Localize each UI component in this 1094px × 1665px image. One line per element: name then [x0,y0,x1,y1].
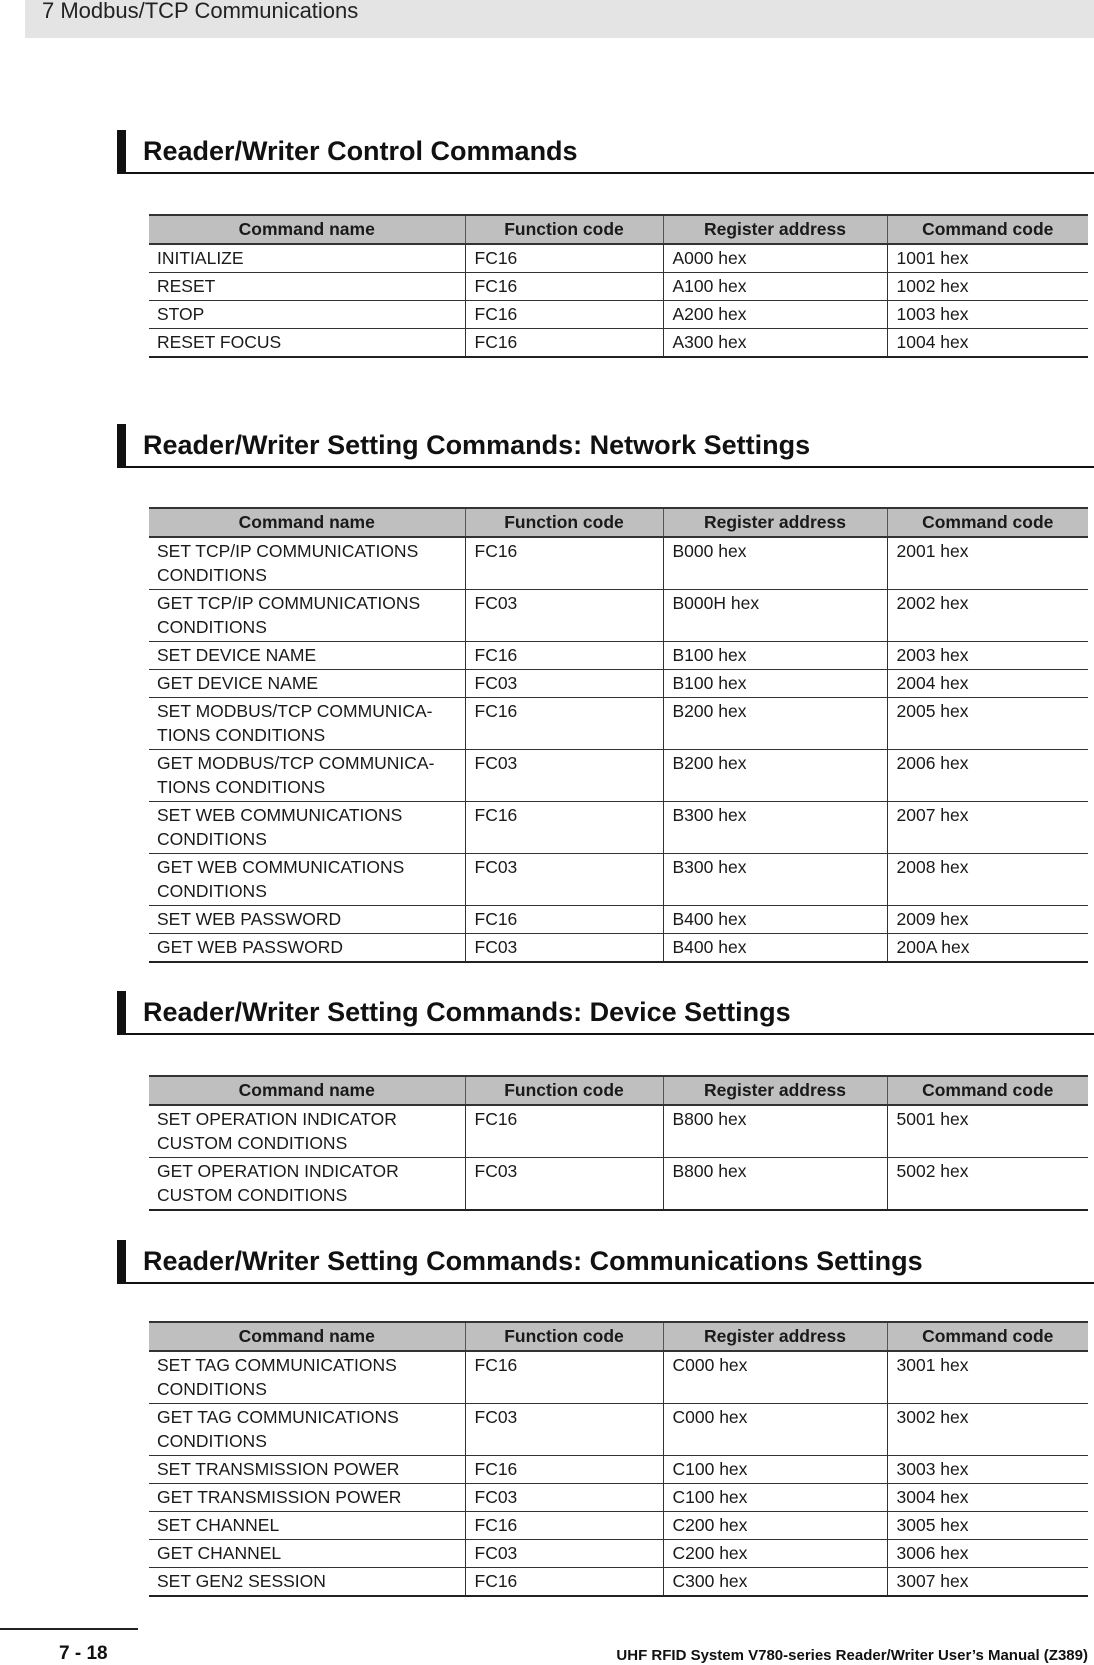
function-code-cell: FC16 [465,1105,663,1158]
table-row [149,1351,1088,1404]
command-code-cell: 5002 hex [887,1158,1088,1211]
table-header-row [149,508,1088,537]
table-row [149,244,1088,273]
register-address-cell: B800 hex [663,1158,887,1211]
table-row [149,1512,1088,1540]
section-heading-communications-settings [117,1240,1094,1284]
column-header-command-code: Command code [887,215,1088,244]
function-code-cell: FC03 [465,590,663,642]
command-name-cell: GET TRANSMISSION POWER [149,1484,465,1512]
table-header-row [149,215,1088,244]
function-code-cell: FC16 [465,802,663,854]
command-name-cell: SET MODBUS/TCP COMMUNICA-TIONS CONDITIONS [149,698,465,750]
column-header-command-code: Command code [887,1322,1088,1351]
column-header-register-address: Register address [663,1076,887,1105]
control-commands-table [149,214,1088,358]
table-row [149,642,1088,670]
function-code-cell: FC16 [465,329,663,358]
table-row [149,1484,1088,1512]
column-header-register-address: Register address [663,215,887,244]
command-name-cell: GET DEVICE NAME [149,670,465,698]
command-code-cell: 3001 hex [887,1351,1088,1404]
network-settings-table [149,507,1088,963]
column-header-register-address: Register address [663,508,887,537]
command-code-cell: 1002 hex [887,273,1088,301]
register-address-cell: B400 hex [663,934,887,963]
function-code-cell: FC16 [465,642,663,670]
command-code-cell: 2001 hex [887,537,1088,590]
function-code-cell: FC16 [465,906,663,934]
command-code-cell: 2003 hex [887,642,1088,670]
column-header-function-code: Function code [465,1076,663,1105]
command-code-cell: 2002 hex [887,590,1088,642]
section-heading-network-settings [117,424,1094,468]
table-row [149,1158,1088,1211]
register-address-cell: C200 hex [663,1540,887,1568]
table-row [149,1404,1088,1456]
footer-rule [0,1628,138,1630]
table-row [149,1456,1088,1484]
function-code-cell: FC03 [465,1158,663,1211]
command-code-cell: 1003 hex [887,301,1088,329]
column-header-command-name: Command name [149,508,465,537]
command-name-cell: SET WEB PASSWORD [149,906,465,934]
register-address-cell: C100 hex [663,1484,887,1512]
command-code-cell: 5001 hex [887,1105,1088,1158]
function-code-cell: FC03 [465,1540,663,1568]
command-code-cell: 2007 hex [887,802,1088,854]
register-address-cell: C300 hex [663,1568,887,1597]
command-code-cell: 2009 hex [887,906,1088,934]
command-code-cell: 1004 hex [887,329,1088,358]
command-name-cell: GET OPERATION INDICATOR CUSTOM CONDITIONS [149,1158,465,1211]
command-code-cell: 3007 hex [887,1568,1088,1597]
function-code-cell: FC03 [465,934,663,963]
column-header-function-code: Function code [465,1322,663,1351]
column-header-function-code: Function code [465,508,663,537]
table-row [149,802,1088,854]
command-name-cell: SET WEB COMMUNICATIONS CONDITIONS [149,802,465,854]
column-header-command-code: Command code [887,508,1088,537]
section-title: Reader/Writer Control Commands [143,136,578,166]
function-code-cell: FC03 [465,750,663,802]
command-name-cell: SET TAG COMMUNICATIONS CONDITIONS [149,1351,465,1404]
table-row [149,750,1088,802]
function-code-cell: FC16 [465,1351,663,1404]
table-row [149,329,1088,358]
function-code-cell: FC16 [465,698,663,750]
command-code-cell: 3006 hex [887,1540,1088,1568]
manual-title: UHF RFID System V780-series Reader/Writer User’s Manual (Z389) [616,1647,1088,1664]
function-code-cell: FC16 [465,1568,663,1597]
table-row [149,670,1088,698]
column-header-command-name: Command name [149,1076,465,1105]
section-heading-control-commands [117,130,1094,174]
command-code-cell: 2006 hex [887,750,1088,802]
table-row [149,537,1088,590]
section-title: Reader/Writer Setting Commands: Communications Settings [143,1246,923,1276]
function-code-cell: FC16 [465,301,663,329]
register-address-cell: C000 hex [663,1351,887,1404]
command-code-cell: 2008 hex [887,854,1088,906]
command-name-cell: GET TCP/IP COMMUNICATIONS CONDITIONS [149,590,465,642]
register-address-cell: B100 hex [663,642,887,670]
register-address-cell: B300 hex [663,802,887,854]
section-heading-device-settings [117,991,1094,1035]
table-row [149,854,1088,906]
register-address-cell: B400 hex [663,906,887,934]
page-number: 7 - 18 [59,1643,108,1664]
column-header-command-name: Command name [149,215,465,244]
command-name-cell: SET TRANSMISSION POWER [149,1456,465,1484]
table-row [149,590,1088,642]
command-name-cell: GET MODBUS/TCP COMMUNICA-TIONS CONDITIONS [149,750,465,802]
register-address-cell: B300 hex [663,854,887,906]
column-header-command-name: Command name [149,1322,465,1351]
command-code-cell: 3002 hex [887,1404,1088,1456]
table-row [149,934,1088,963]
function-code-cell: FC16 [465,1456,663,1484]
function-code-cell: FC03 [465,1484,663,1512]
command-name-cell: GET CHANNEL [149,1540,465,1568]
column-header-command-code: Command code [887,1076,1088,1105]
register-address-cell: B200 hex [663,750,887,802]
table-row [149,1105,1088,1158]
table-row [149,301,1088,329]
register-address-cell: C100 hex [663,1456,887,1484]
register-address-cell: C000 hex [663,1404,887,1456]
command-name-cell: SET DEVICE NAME [149,642,465,670]
table-row [149,1568,1088,1597]
table-row [149,906,1088,934]
command-code-cell: 2004 hex [887,670,1088,698]
function-code-cell: FC03 [465,854,663,906]
command-name-cell: STOP [149,301,465,329]
table-row [149,273,1088,301]
register-address-cell: A200 hex [663,301,887,329]
register-address-cell: A100 hex [663,273,887,301]
function-code-cell: FC16 [465,537,663,590]
table-row [149,698,1088,750]
command-code-cell: 3003 hex [887,1456,1088,1484]
section-title: Reader/Writer Setting Commands: Network Settings [143,430,811,460]
command-name-cell: SET OPERATION INDICATOR CUSTOM CONDITIONS [149,1105,465,1158]
column-header-function-code: Function code [465,215,663,244]
table-header-row [149,1322,1088,1351]
command-code-cell: 3005 hex [887,1512,1088,1540]
command-name-cell: RESET [149,273,465,301]
command-code-cell: 3004 hex [887,1484,1088,1512]
command-name-cell: SET TCP/IP COMMUNICATIONS CONDITIONS [149,537,465,590]
section-title: Reader/Writer Setting Commands: Device Settings [143,997,791,1027]
command-code-cell: 1001 hex [887,244,1088,273]
register-address-cell: B000 hex [663,537,887,590]
function-code-cell: FC03 [465,1404,663,1456]
table-header-row [149,1076,1088,1105]
communications-settings-table [149,1321,1088,1597]
function-code-cell: FC16 [465,244,663,273]
register-address-cell: A300 hex [663,329,887,358]
command-name-cell: RESET FOCUS [149,329,465,358]
function-code-cell: FC16 [465,1512,663,1540]
function-code-cell: FC16 [465,273,663,301]
register-address-cell: C200 hex [663,1512,887,1540]
register-address-cell: B000H hex [663,590,887,642]
command-code-cell: 2005 hex [887,698,1088,750]
command-name-cell: INITIALIZE [149,244,465,273]
register-address-cell: B200 hex [663,698,887,750]
column-header-register-address: Register address [663,1322,887,1351]
command-name-cell: SET CHANNEL [149,1512,465,1540]
command-name-cell: GET WEB PASSWORD [149,934,465,963]
function-code-cell: FC03 [465,670,663,698]
register-address-cell: A000 hex [663,244,887,273]
device-settings-table [149,1075,1088,1211]
command-name-cell: GET TAG COMMUNICATIONS CONDITIONS [149,1404,465,1456]
command-code-cell: 200A hex [887,934,1088,963]
register-address-cell: B800 hex [663,1105,887,1158]
command-name-cell: GET WEB COMMUNICATIONS CONDITIONS [149,854,465,906]
register-address-cell: B100 hex [663,670,887,698]
chapter-title: 7 Modbus/TCP Communications [42,0,359,23]
table-row [149,1540,1088,1568]
command-name-cell: SET GEN2 SESSION [149,1568,465,1597]
